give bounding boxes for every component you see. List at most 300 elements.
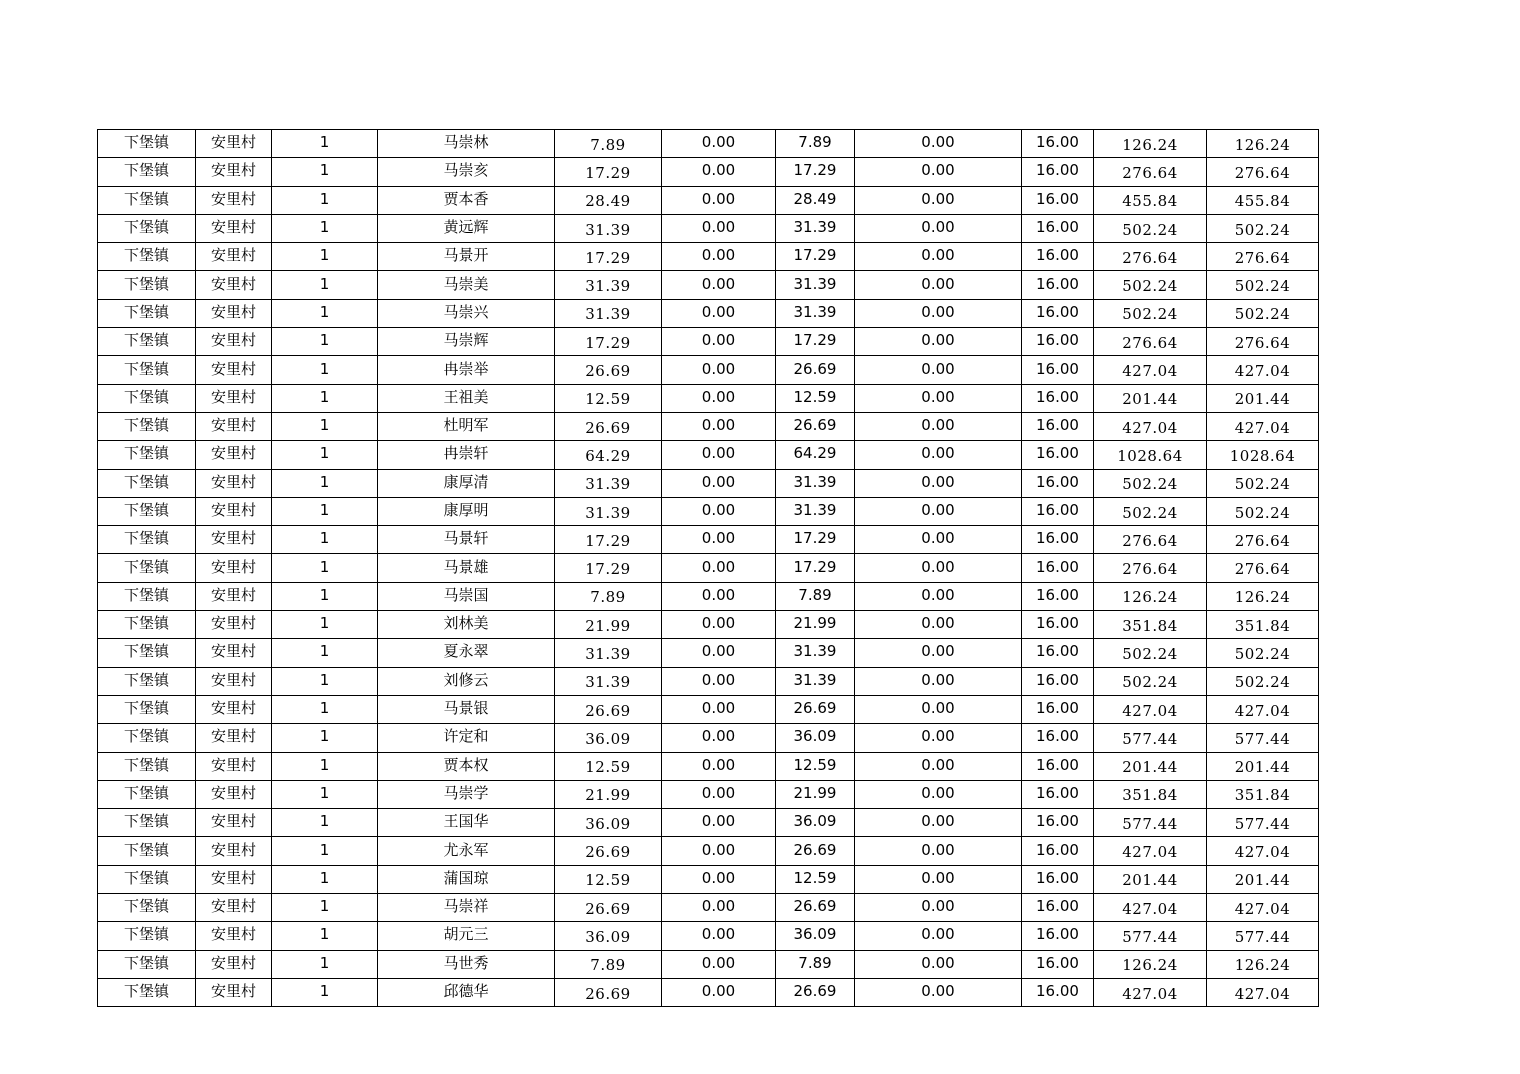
other-cell: 0.00 — [855, 894, 1022, 922]
net-area-cell: 12.59 — [776, 384, 855, 412]
deduction-cell: 0.00 — [662, 526, 776, 554]
other-cell: 0.00 — [855, 158, 1022, 186]
group-cell: 1 — [272, 441, 378, 469]
net-area-cell: 26.69 — [776, 837, 855, 865]
village-cell: 安里村 — [196, 695, 272, 723]
table-row — [98, 780, 1319, 808]
group-cell: 1 — [272, 611, 378, 639]
village-cell: 安里村 — [196, 299, 272, 327]
town-cell: 下堡镇 — [98, 950, 196, 978]
deduction-cell: 0.00 — [662, 667, 776, 695]
deduction-cell: 0.00 — [662, 752, 776, 780]
net-area-cell: 17.29 — [776, 328, 855, 356]
net-area-cell: 26.69 — [776, 894, 855, 922]
village-cell: 安里村 — [196, 328, 272, 356]
name-cell: 马景雄 — [378, 554, 555, 582]
name-cell: 康厚明 — [378, 497, 555, 525]
town-cell: 下堡镇 — [98, 922, 196, 950]
table-row — [98, 328, 1319, 356]
amount-cell: 577.44 — [1094, 724, 1207, 752]
village-cell: 安里村 — [196, 809, 272, 837]
town-cell: 下堡镇 — [98, 809, 196, 837]
rate-cell: 16.00 — [1022, 243, 1094, 271]
deduction-cell: 0.00 — [662, 186, 776, 214]
town-cell: 下堡镇 — [98, 780, 196, 808]
total-cell: 427.04 — [1207, 894, 1319, 922]
group-cell: 1 — [272, 554, 378, 582]
village-cell: 安里村 — [196, 639, 272, 667]
village-cell: 安里村 — [196, 441, 272, 469]
net-area-cell: 12.59 — [776, 752, 855, 780]
town-cell: 下堡镇 — [98, 894, 196, 922]
total-cell: 502.24 — [1207, 271, 1319, 299]
table-row — [98, 724, 1319, 752]
table-row — [98, 158, 1319, 186]
area-cell: 26.69 — [555, 837, 662, 865]
rate-cell: 16.00 — [1022, 695, 1094, 723]
town-cell: 下堡镇 — [98, 158, 196, 186]
village-cell: 安里村 — [196, 497, 272, 525]
other-cell: 0.00 — [855, 526, 1022, 554]
amount-cell: 276.64 — [1094, 526, 1207, 554]
net-area-cell: 17.29 — [776, 243, 855, 271]
name-cell: 王国华 — [378, 809, 555, 837]
amount-cell: 126.24 — [1094, 950, 1207, 978]
area-cell: 7.89 — [555, 950, 662, 978]
name-cell: 马崇祥 — [378, 894, 555, 922]
total-cell: 276.64 — [1207, 243, 1319, 271]
rate-cell: 16.00 — [1022, 554, 1094, 582]
table-row — [98, 271, 1319, 299]
total-cell: 502.24 — [1207, 497, 1319, 525]
table-row — [98, 299, 1319, 327]
rate-cell: 16.00 — [1022, 214, 1094, 242]
amount-cell: 201.44 — [1094, 752, 1207, 780]
total-cell: 577.44 — [1207, 724, 1319, 752]
name-cell: 马崇美 — [378, 271, 555, 299]
name-cell: 马崇学 — [378, 780, 555, 808]
deduction-cell: 0.00 — [662, 780, 776, 808]
group-cell: 1 — [272, 243, 378, 271]
town-cell: 下堡镇 — [98, 441, 196, 469]
group-cell: 1 — [272, 412, 378, 440]
other-cell: 0.00 — [855, 469, 1022, 497]
table-row — [98, 894, 1319, 922]
amount-cell: 351.84 — [1094, 611, 1207, 639]
rate-cell: 16.00 — [1022, 582, 1094, 610]
rate-cell: 16.00 — [1022, 158, 1094, 186]
net-area-cell: 17.29 — [776, 526, 855, 554]
net-area-cell: 7.89 — [776, 130, 855, 158]
net-area-cell: 31.39 — [776, 299, 855, 327]
village-cell: 安里村 — [196, 469, 272, 497]
area-cell: 31.39 — [555, 271, 662, 299]
amount-cell: 201.44 — [1094, 384, 1207, 412]
net-area-cell: 31.39 — [776, 271, 855, 299]
total-cell: 427.04 — [1207, 412, 1319, 440]
town-cell: 下堡镇 — [98, 299, 196, 327]
group-cell: 1 — [272, 639, 378, 667]
rate-cell: 16.00 — [1022, 837, 1094, 865]
deduction-cell: 0.00 — [662, 271, 776, 299]
group-cell: 1 — [272, 695, 378, 723]
net-area-cell: 31.39 — [776, 469, 855, 497]
area-cell: 31.39 — [555, 469, 662, 497]
name-cell: 尤永军 — [378, 837, 555, 865]
rate-cell: 16.00 — [1022, 865, 1094, 893]
table-row — [98, 639, 1319, 667]
area-cell: 31.39 — [555, 639, 662, 667]
deduction-cell: 0.00 — [662, 214, 776, 242]
other-cell: 0.00 — [855, 922, 1022, 950]
total-cell: 427.04 — [1207, 978, 1319, 1006]
total-cell: 276.64 — [1207, 526, 1319, 554]
table-row — [98, 950, 1319, 978]
deduction-cell: 0.00 — [662, 130, 776, 158]
deduction-cell: 0.00 — [662, 243, 776, 271]
town-cell: 下堡镇 — [98, 526, 196, 554]
net-area-cell: 7.89 — [776, 582, 855, 610]
amount-cell: 502.24 — [1094, 271, 1207, 299]
other-cell: 0.00 — [855, 809, 1022, 837]
amount-cell: 1028.64 — [1094, 441, 1207, 469]
deduction-cell: 0.00 — [662, 978, 776, 1006]
total-cell: 276.64 — [1207, 328, 1319, 356]
group-cell: 1 — [272, 582, 378, 610]
area-cell: 12.59 — [555, 752, 662, 780]
total-cell: 502.24 — [1207, 299, 1319, 327]
total-cell: 201.44 — [1207, 384, 1319, 412]
town-cell: 下堡镇 — [98, 469, 196, 497]
amount-cell: 577.44 — [1094, 922, 1207, 950]
area-cell: 36.09 — [555, 922, 662, 950]
village-cell: 安里村 — [196, 950, 272, 978]
group-cell: 1 — [272, 894, 378, 922]
deduction-cell: 0.00 — [662, 328, 776, 356]
village-cell: 安里村 — [196, 526, 272, 554]
name-cell: 邱德华 — [378, 978, 555, 1006]
group-cell: 1 — [272, 526, 378, 554]
area-cell: 17.29 — [555, 328, 662, 356]
town-cell: 下堡镇 — [98, 554, 196, 582]
table-row — [98, 214, 1319, 242]
net-area-cell: 17.29 — [776, 554, 855, 582]
amount-cell: 351.84 — [1094, 780, 1207, 808]
rate-cell: 16.00 — [1022, 384, 1094, 412]
village-cell: 安里村 — [196, 894, 272, 922]
rate-cell: 16.00 — [1022, 922, 1094, 950]
rate-cell: 16.00 — [1022, 978, 1094, 1006]
amount-cell: 427.04 — [1094, 356, 1207, 384]
name-cell: 刘林美 — [378, 611, 555, 639]
town-cell: 下堡镇 — [98, 412, 196, 440]
village-cell: 安里村 — [196, 582, 272, 610]
village-cell: 安里村 — [196, 271, 272, 299]
net-area-cell: 26.69 — [776, 695, 855, 723]
town-cell: 下堡镇 — [98, 724, 196, 752]
group-cell: 1 — [272, 356, 378, 384]
name-cell: 刘修云 — [378, 667, 555, 695]
net-area-cell: 21.99 — [776, 780, 855, 808]
amount-cell: 427.04 — [1094, 837, 1207, 865]
group-cell: 1 — [272, 384, 378, 412]
group-cell: 1 — [272, 328, 378, 356]
other-cell: 0.00 — [855, 299, 1022, 327]
other-cell: 0.00 — [855, 752, 1022, 780]
data-table — [97, 129, 1319, 1007]
deduction-cell: 0.00 — [662, 865, 776, 893]
name-cell: 许定和 — [378, 724, 555, 752]
net-area-cell: 26.69 — [776, 356, 855, 384]
area-cell: 64.29 — [555, 441, 662, 469]
other-cell: 0.00 — [855, 271, 1022, 299]
area-cell: 31.39 — [555, 214, 662, 242]
area-cell: 36.09 — [555, 724, 662, 752]
deduction-cell: 0.00 — [662, 582, 776, 610]
amount-cell: 502.24 — [1094, 299, 1207, 327]
area-cell: 17.29 — [555, 158, 662, 186]
village-cell: 安里村 — [196, 837, 272, 865]
village-cell: 安里村 — [196, 384, 272, 412]
table-row — [98, 865, 1319, 893]
table-row — [98, 695, 1319, 723]
area-cell: 17.29 — [555, 526, 662, 554]
group-cell: 1 — [272, 780, 378, 808]
other-cell: 0.00 — [855, 582, 1022, 610]
total-cell: 126.24 — [1207, 582, 1319, 610]
group-cell: 1 — [272, 497, 378, 525]
name-cell: 黄远辉 — [378, 214, 555, 242]
rate-cell: 16.00 — [1022, 780, 1094, 808]
town-cell: 下堡镇 — [98, 611, 196, 639]
amount-cell: 455.84 — [1094, 186, 1207, 214]
table-row — [98, 356, 1319, 384]
group-cell: 1 — [272, 299, 378, 327]
group-cell: 1 — [272, 214, 378, 242]
group-cell: 1 — [272, 667, 378, 695]
net-area-cell: 36.09 — [776, 922, 855, 950]
town-cell: 下堡镇 — [98, 695, 196, 723]
name-cell: 夏永翠 — [378, 639, 555, 667]
area-cell: 26.69 — [555, 356, 662, 384]
total-cell: 577.44 — [1207, 809, 1319, 837]
other-cell: 0.00 — [855, 214, 1022, 242]
net-area-cell: 12.59 — [776, 865, 855, 893]
deduction-cell: 0.00 — [662, 837, 776, 865]
village-cell: 安里村 — [196, 978, 272, 1006]
table-row — [98, 611, 1319, 639]
net-area-cell: 64.29 — [776, 441, 855, 469]
deduction-cell: 0.00 — [662, 554, 776, 582]
other-cell: 0.00 — [855, 497, 1022, 525]
area-cell: 28.49 — [555, 186, 662, 214]
total-cell: 502.24 — [1207, 214, 1319, 242]
name-cell: 马景银 — [378, 695, 555, 723]
rate-cell: 16.00 — [1022, 950, 1094, 978]
group-cell: 1 — [272, 978, 378, 1006]
village-cell: 安里村 — [196, 865, 272, 893]
deduction-cell: 0.00 — [662, 695, 776, 723]
other-cell: 0.00 — [855, 780, 1022, 808]
name-cell: 冉崇轩 — [378, 441, 555, 469]
area-cell: 26.69 — [555, 978, 662, 1006]
village-cell: 安里村 — [196, 611, 272, 639]
other-cell: 0.00 — [855, 243, 1022, 271]
amount-cell: 201.44 — [1094, 865, 1207, 893]
rate-cell: 16.00 — [1022, 526, 1094, 554]
group-cell: 1 — [272, 130, 378, 158]
total-cell: 577.44 — [1207, 922, 1319, 950]
name-cell: 马崇辉 — [378, 328, 555, 356]
rate-cell: 16.00 — [1022, 130, 1094, 158]
deduction-cell: 0.00 — [662, 497, 776, 525]
amount-cell: 427.04 — [1094, 412, 1207, 440]
total-cell: 126.24 — [1207, 950, 1319, 978]
name-cell: 贾本香 — [378, 186, 555, 214]
deduction-cell: 0.00 — [662, 809, 776, 837]
total-cell: 276.64 — [1207, 158, 1319, 186]
town-cell: 下堡镇 — [98, 384, 196, 412]
village-cell: 安里村 — [196, 130, 272, 158]
group-cell: 1 — [272, 809, 378, 837]
rate-cell: 16.00 — [1022, 271, 1094, 299]
area-cell: 31.39 — [555, 497, 662, 525]
group-cell: 1 — [272, 186, 378, 214]
town-cell: 下堡镇 — [98, 639, 196, 667]
total-cell: 351.84 — [1207, 780, 1319, 808]
net-area-cell: 36.09 — [776, 809, 855, 837]
deduction-cell: 0.00 — [662, 384, 776, 412]
group-cell: 1 — [272, 865, 378, 893]
group-cell: 1 — [272, 158, 378, 186]
rate-cell: 16.00 — [1022, 724, 1094, 752]
rate-cell: 16.00 — [1022, 469, 1094, 497]
town-cell: 下堡镇 — [98, 271, 196, 299]
deduction-cell: 0.00 — [662, 894, 776, 922]
area-cell: 7.89 — [555, 130, 662, 158]
total-cell: 201.44 — [1207, 752, 1319, 780]
rate-cell: 16.00 — [1022, 497, 1094, 525]
group-cell: 1 — [272, 950, 378, 978]
other-cell: 0.00 — [855, 441, 1022, 469]
group-cell: 1 — [272, 469, 378, 497]
area-cell: 26.69 — [555, 695, 662, 723]
name-cell: 马崇林 — [378, 130, 555, 158]
amount-cell: 427.04 — [1094, 978, 1207, 1006]
rate-cell: 16.00 — [1022, 299, 1094, 327]
group-cell: 1 — [272, 724, 378, 752]
deduction-cell: 0.00 — [662, 158, 776, 186]
amount-cell: 502.24 — [1094, 214, 1207, 242]
total-cell: 1028.64 — [1207, 441, 1319, 469]
town-cell: 下堡镇 — [98, 130, 196, 158]
amount-cell: 502.24 — [1094, 639, 1207, 667]
town-cell: 下堡镇 — [98, 356, 196, 384]
amount-cell: 502.24 — [1094, 667, 1207, 695]
name-cell: 马崇国 — [378, 582, 555, 610]
area-cell: 17.29 — [555, 243, 662, 271]
village-cell: 安里村 — [196, 412, 272, 440]
rate-cell: 16.00 — [1022, 441, 1094, 469]
table-row — [98, 186, 1319, 214]
village-cell: 安里村 — [196, 752, 272, 780]
total-cell: 427.04 — [1207, 837, 1319, 865]
other-cell: 0.00 — [855, 384, 1022, 412]
town-cell: 下堡镇 — [98, 214, 196, 242]
town-cell: 下堡镇 — [98, 667, 196, 695]
other-cell: 0.00 — [855, 130, 1022, 158]
total-cell: 427.04 — [1207, 695, 1319, 723]
amount-cell: 276.64 — [1094, 243, 1207, 271]
rate-cell: 16.00 — [1022, 894, 1094, 922]
amount-cell: 276.64 — [1094, 328, 1207, 356]
area-cell: 26.69 — [555, 894, 662, 922]
town-cell: 下堡镇 — [98, 186, 196, 214]
other-cell: 0.00 — [855, 186, 1022, 214]
area-cell: 12.59 — [555, 384, 662, 412]
net-area-cell: 21.99 — [776, 611, 855, 639]
amount-cell: 502.24 — [1094, 469, 1207, 497]
net-area-cell: 17.29 — [776, 158, 855, 186]
table-row — [98, 130, 1319, 158]
table-row — [98, 667, 1319, 695]
other-cell: 0.00 — [855, 978, 1022, 1006]
deduction-cell: 0.00 — [662, 950, 776, 978]
amount-cell: 126.24 — [1094, 582, 1207, 610]
name-cell: 蒲国琼 — [378, 865, 555, 893]
town-cell: 下堡镇 — [98, 978, 196, 1006]
total-cell: 351.84 — [1207, 611, 1319, 639]
net-area-cell: 26.69 — [776, 978, 855, 1006]
village-cell: 安里村 — [196, 724, 272, 752]
rate-cell: 16.00 — [1022, 667, 1094, 695]
deduction-cell: 0.00 — [662, 299, 776, 327]
total-cell: 502.24 — [1207, 469, 1319, 497]
name-cell: 马景开 — [378, 243, 555, 271]
village-cell: 安里村 — [196, 667, 272, 695]
rate-cell: 16.00 — [1022, 356, 1094, 384]
table-row — [98, 554, 1319, 582]
village-cell: 安里村 — [196, 243, 272, 271]
table-row — [98, 809, 1319, 837]
amount-cell: 126.24 — [1094, 130, 1207, 158]
net-area-cell: 31.39 — [776, 667, 855, 695]
table-row — [98, 837, 1319, 865]
table-row — [98, 497, 1319, 525]
area-cell: 21.99 — [555, 780, 662, 808]
area-cell: 31.39 — [555, 299, 662, 327]
net-area-cell: 26.69 — [776, 412, 855, 440]
town-cell: 下堡镇 — [98, 328, 196, 356]
table-body — [98, 130, 1319, 1007]
net-area-cell: 31.39 — [776, 639, 855, 667]
net-area-cell: 28.49 — [776, 186, 855, 214]
name-cell: 王祖美 — [378, 384, 555, 412]
name-cell: 贾本权 — [378, 752, 555, 780]
town-cell: 下堡镇 — [98, 243, 196, 271]
other-cell: 0.00 — [855, 950, 1022, 978]
rate-cell: 16.00 — [1022, 752, 1094, 780]
total-cell: 502.24 — [1207, 667, 1319, 695]
rate-cell: 16.00 — [1022, 412, 1094, 440]
area-cell: 26.69 — [555, 412, 662, 440]
village-cell: 安里村 — [196, 922, 272, 950]
total-cell: 502.24 — [1207, 639, 1319, 667]
deduction-cell: 0.00 — [662, 922, 776, 950]
name-cell: 马崇亥 — [378, 158, 555, 186]
net-area-cell: 36.09 — [776, 724, 855, 752]
name-cell: 马景轩 — [378, 526, 555, 554]
